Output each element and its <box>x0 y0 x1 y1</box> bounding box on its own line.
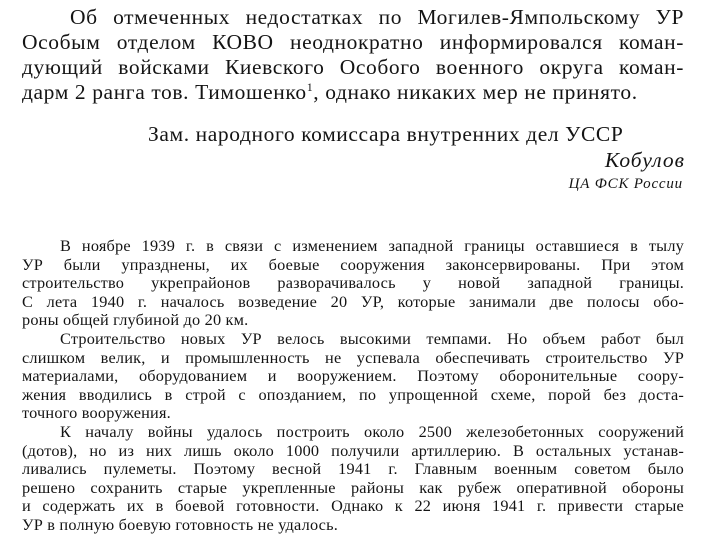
letter-line-end: , однако никаких мер не принято. <box>313 80 638 104</box>
commentary-line: и содержать их в боевой готовности. Однако к 22 июня 1941 г. привести старые <box>22 496 684 516</box>
letter-body <box>22 5 684 105</box>
commentary-line: К началу войны удалось построить около 2500 железобетонных сооружений <box>60 421 684 441</box>
commentary-line: строительство укрепрайонов разворачивалось у новой западной границы. <box>22 273 684 293</box>
letter-line: Особым отделом КОВО неоднократно информировался коман- <box>22 30 684 54</box>
commentary-line: точного вооружения. <box>22 403 171 423</box>
commentary-line: решено сохранить старые укрепленные районы как рубеж оперативной обороны <box>22 477 684 497</box>
commentary-line: Строительство новых УР велось высокими темпами. Но объем работ был <box>60 328 684 348</box>
commentary-line: роны общей глубиной до 20 км. <box>22 310 249 330</box>
commentary-line: ливались пулеметы. Поэтому весной 1941 г. Главным военным советом было <box>22 459 684 479</box>
commentary-line: жения вводились в строй с опозданием, по упрощенной схеме, порой без доста- <box>22 384 684 404</box>
commentary-line: (дотов), но из них лишь около 1000 получили артиллерию. В остальных устанав- <box>22 440 684 460</box>
commentary-line: В ноябре 1939 г. в связи с изменением западной границы оставшиеся в тылу <box>60 236 684 255</box>
signature-title: Зам. народного комиссара внутренних дел УССР <box>148 122 624 146</box>
commentary <box>22 237 684 535</box>
letter-line <box>22 80 684 105</box>
commentary-line: материалами, оборудованием и вооружением. Поэтому оборонительные соору- <box>22 366 684 386</box>
commentary-line: УР были упразднены, их боевые сооружения законсервированы. При этом <box>22 254 684 274</box>
commentary-line: слишком велик, и промышленность не успевала обеспечивать строительство УР <box>22 347 684 367</box>
letter-line-start: дарм 2 ранга тов. Тимошенко <box>22 80 307 104</box>
commentary-line: С лета 1940 г. началось возведение 20 УР, которые занимали две полосы обо- <box>22 291 684 311</box>
letter-line: дующий войсками Киевского Особого военного округа коман- <box>22 55 684 79</box>
signature-name: Кобулов <box>604 148 685 172</box>
letter-line: Об отмеченных недостатках по Могилев-Ямпольскому УР <box>70 5 684 29</box>
footnote-marker: 1 <box>306 79 314 94</box>
commentary-line: УР в полную боевую готовность не удалось. <box>22 514 339 534</box>
archive-reference: ЦА ФСК России <box>568 176 683 192</box>
